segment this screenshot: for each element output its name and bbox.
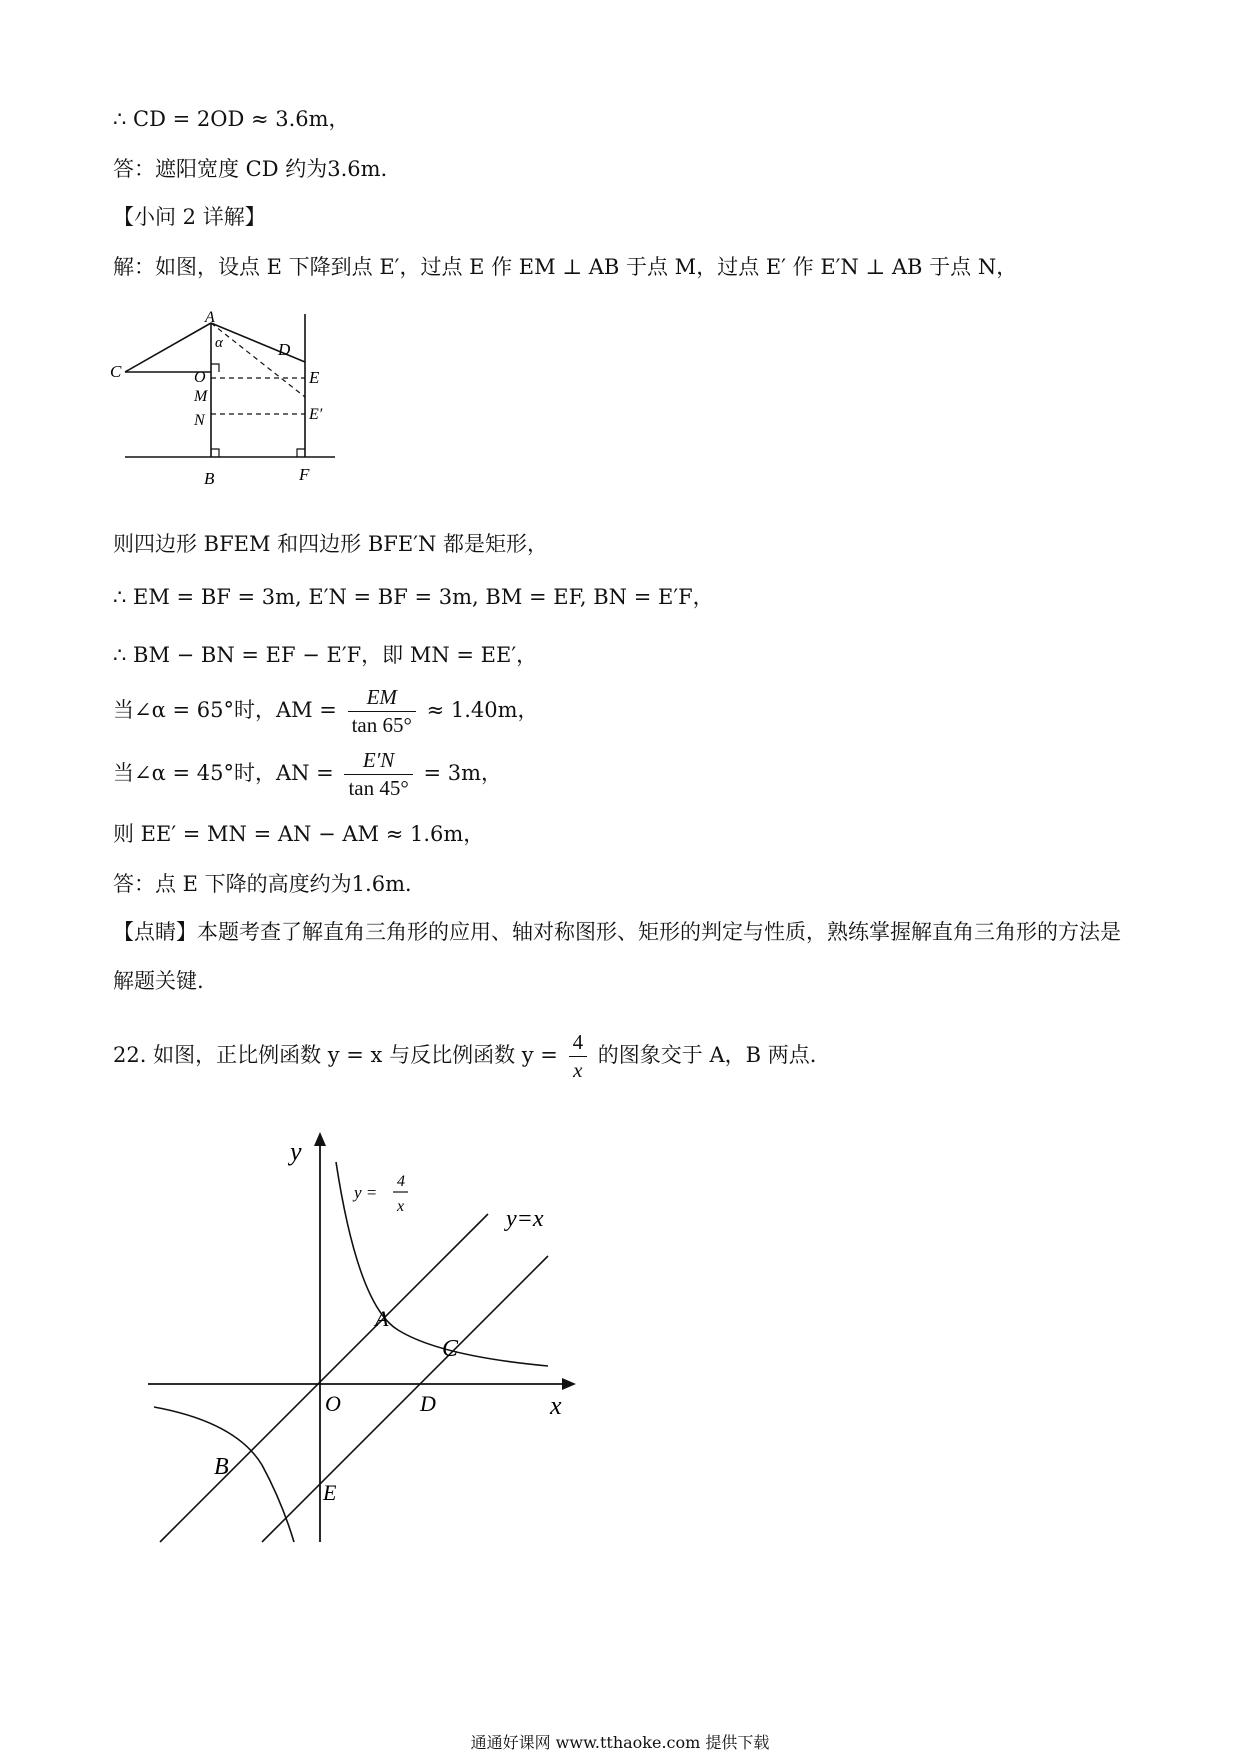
line9-suffix: = 3m， bbox=[423, 761, 502, 786]
label-O: O bbox=[325, 1391, 341, 1416]
q22-prefix: 22. 如图，正比例函数 y = x 与反比例函数 y = bbox=[113, 1043, 558, 1068]
text-line-11: 答：点 E 下降的高度约为1.6m． bbox=[113, 872, 426, 896]
fraction-q22-den: x bbox=[573, 1058, 583, 1083]
comment-paragraph: 【点睛】本题考查了解直角三角形的应用、轴对称图形、矩形的判定与性质，熟练掌握解直角三角形的方法是解题关键. bbox=[113, 920, 1121, 993]
text-line-4: 解：如图，设点 E 下降到点 E′，过点 E 作 EM ⊥ AB 于点 M，过点 E′ 作 E′N ⊥ AB 于点 N， bbox=[113, 255, 1018, 279]
label-line-y-eq-x: y=x bbox=[506, 1206, 544, 1232]
text-line-6: ∴ EM = BF = 3m, E′N = BF = 3m, BM = EF, BN = E′F， bbox=[113, 585, 714, 609]
fraction-am-den: tan 65° bbox=[351, 713, 412, 738]
text-line-8 bbox=[113, 685, 539, 738]
fraction-4-over-x bbox=[569, 1030, 588, 1083]
text-line-10: 则 EE′ = MN = AN − AM ≈ 1.6m， bbox=[113, 822, 485, 846]
line9-prefix: 当∠α = 45°时，AN = bbox=[113, 761, 334, 786]
label-E: E bbox=[309, 368, 320, 387]
label-F: F bbox=[299, 465, 310, 484]
fraction-q22-num: 4 bbox=[569, 1030, 588, 1057]
label-C: C bbox=[110, 362, 122, 381]
label-N: N bbox=[194, 412, 205, 429]
line8-suffix: ≈ 1.40m， bbox=[426, 698, 539, 723]
text-line-5: 则四边形 BFEM 和四边形 BFE′N 都是矩形， bbox=[113, 532, 549, 556]
label-E: E bbox=[323, 1480, 337, 1505]
text-line-7: ∴ BM − BN = EF − E′F，即 MN = EE′， bbox=[113, 643, 538, 667]
text-line-9 bbox=[113, 748, 502, 801]
awning-diagram bbox=[110, 310, 350, 490]
fraction-am-num: EM bbox=[348, 685, 416, 712]
label-curve-y: y = bbox=[354, 1183, 378, 1202]
text-line-2: 答：遮阳宽度 CD 约为3.6m． bbox=[113, 157, 402, 181]
line8-prefix: 当∠α = 65°时，AM = bbox=[113, 698, 337, 723]
text-line-1: ∴ CD = 2OD ≈ 3.6m， bbox=[113, 107, 350, 131]
label-C: C bbox=[442, 1336, 459, 1362]
label-D: D bbox=[420, 1391, 436, 1416]
label-curve-num: 4 bbox=[397, 1173, 405, 1190]
function-graph bbox=[140, 1130, 580, 1550]
label-B: B bbox=[204, 469, 215, 488]
q22-suffix: 的图象交于 A，B 两点. bbox=[597, 1043, 817, 1068]
label-M: M bbox=[194, 388, 208, 405]
label-B: B bbox=[214, 1454, 229, 1480]
label-y-axis: y bbox=[290, 1137, 302, 1166]
label-x-axis: x bbox=[550, 1391, 562, 1420]
label-D: D bbox=[278, 340, 291, 359]
fraction-am bbox=[348, 685, 416, 738]
fraction-an-den: tan 45° bbox=[348, 776, 409, 801]
question-22 bbox=[113, 1030, 816, 1083]
section-heading: 【小问 2 详解】 bbox=[113, 205, 266, 229]
label-A: A bbox=[375, 1306, 389, 1331]
fraction-an-num: E′N bbox=[344, 748, 412, 775]
fraction-an bbox=[344, 748, 412, 801]
label-O: O bbox=[194, 369, 206, 386]
label-E-prime: E′ bbox=[309, 406, 323, 423]
footer-credit: 通通好课网 www.tthaoke.com 提供下载 bbox=[470, 1733, 770, 1752]
label-alpha: α bbox=[215, 335, 223, 351]
label-curve-den: x bbox=[397, 1198, 405, 1215]
label-A: A bbox=[205, 310, 215, 326]
